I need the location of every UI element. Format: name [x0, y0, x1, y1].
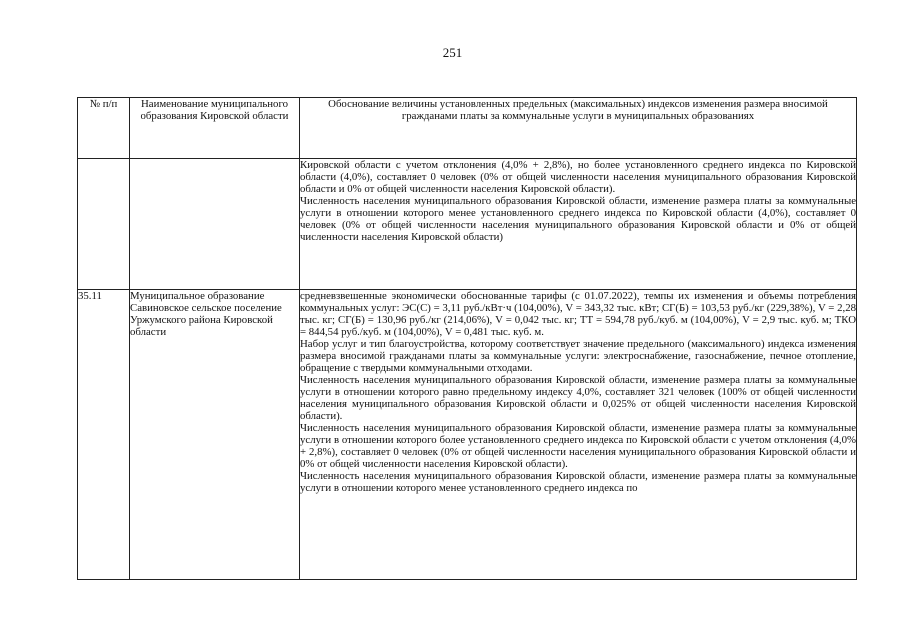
cell-justification — [300, 290, 857, 580]
cell-municipality: Муниципальное образование Савиновское сельское поселение Уржумского района Кировской области — [130, 290, 300, 580]
page-number: 251 — [442, 45, 463, 60]
cell-name-empty — [130, 159, 300, 290]
paragraph-population-equal: Численность населения муниципального образования Кировской области, изменение размера платы за коммунальные услуги в отношении которого равно предельному индексу 4,0%, составляет 321 человек (100% от общей численности населения муниципального образования Кировской области и 0,025% от общей численности населения Кировской области). — [300, 374, 856, 422]
paragraph-tariffs: средневзвешенные экономически обоснованные тарифы (с 01.07.2022), темпы их изменения и объемы потребления коммунальных услуг: ЭС(С) = 3,11 руб./кВт·ч (104,00%), V = 343,32 тыс. кВт; СГ(Б) = 103,53 руб./кг (229,38%), V = 2,28 тыс. кг; СГ(Б) = 130,96 руб./кг (214,06%), V = 0,042 тыс. кг; ТТ = 594,78 руб./куб. м (104,00%), V = 2,9 тыс. куб. м; ТКО = 844,54 руб./куб. м (104,00%), V = 0,481 тыс. куб. м. — [300, 290, 856, 338]
cell-number-empty — [78, 159, 130, 290]
header-municipality: Наименование муниципального образования Кировской области — [130, 98, 300, 159]
cell-justification — [300, 159, 857, 290]
paragraph-population-below: Численность населения муниципального образования Кировской области, изменение размера платы за коммунальные услуги в отношении которого менее установленного среднего индекса по — [300, 470, 856, 494]
paragraph-services: Набор услуг и тип благоустройства, которому соответствует значение предельного (максимального) индекса изменения размера вносимой гражданами платы за коммунальные услуги: электроснабжение, газоснабжение, печное отопление, обращение с твердыми коммунальными отходами. — [300, 338, 856, 374]
header-justification: Обоснование величины установленных предельных (максимальных) индексов изменения размера вносимой гражданами платы за коммунальные услуги в муниципальных образованиях — [300, 98, 857, 159]
table-header-row — [78, 98, 857, 159]
paragraph: Кировской области с учетом отклонения (4,0% + 2,8%), но более установленного среднего индекса по Кировской области (4,0%), составляет 0 человек (0% от общей численности населения муниципального образования Кировской области и 0% от общей численности населения Кировской области). — [300, 159, 856, 195]
cell-number: 35.11 — [78, 290, 130, 580]
header-number: № п/п — [78, 98, 130, 159]
table-row-continued — [78, 159, 857, 290]
data-table — [77, 97, 857, 580]
paragraph: Численность населения муниципального образования Кировской области, изменение размера платы за коммунальные услуги в отношении которого менее установленного среднего индекса по Кировской области (4,0%), составляет 0 человек (0% от общей численности населения муниципального образования Кировской области и 0% от общей численности населения Кировской области) — [300, 195, 856, 243]
paragraph-population-above: Численность населения муниципального образования Кировской области, изменение размера платы за коммунальные услуги в отношении которого более установленного среднего индекса по Кировской области с учетом отклонения (4,0% + 2,8%), составляет 0 человек (0% от общей численности населения муниципального образования Кировской области и 0% от общей численности населения Кировской области). — [300, 422, 856, 470]
table-row — [78, 290, 857, 580]
